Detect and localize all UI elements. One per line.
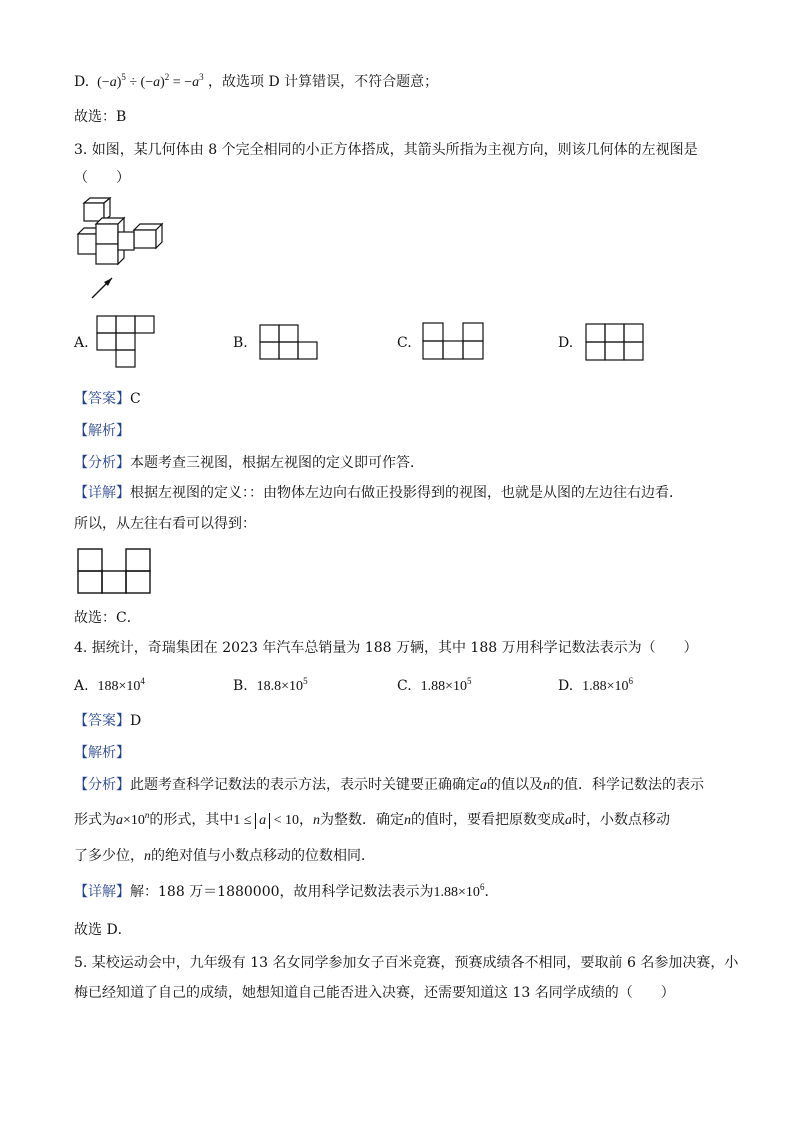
q4-option-d-value: $1.88\times 10^6$ [582, 676, 633, 694]
q4-line2-text-2: 的形式，其中 [149, 812, 234, 828]
q4-line3-text-1: 了多少位， [74, 848, 144, 864]
q3-option-b-label: B. [233, 335, 248, 351]
q4-option-c-value: $1.88\times 10^5$ [420, 676, 472, 694]
q3-option-c-figure [422, 322, 486, 360]
q3-stem-line2: （ ） [74, 170, 130, 186]
q4-answer-tag: 【答案】 [74, 713, 130, 729]
q4-choose: 故选 D． [74, 922, 132, 938]
q4-line2-text-5: 的值时，要看把原数变成 [411, 812, 565, 828]
q4-option-b-value: $18.8\times 10^5$ [256, 676, 308, 694]
q4-analysis-line1: 【分析】此题考查科学记数法的表示方法，表示时关键要正确确定a的值以及n的值．科学记数法的表示 [74, 777, 704, 793]
q4-option-a [74, 676, 145, 697]
q3-answer [74, 389, 141, 409]
q4-option-a-value: $188\times 10^4$ [97, 676, 145, 694]
q3-so-text: 所以，从左往右看可以得到： [74, 516, 256, 532]
q4-option-b-label: B. [233, 678, 248, 694]
q4-detail-end: ． [484, 884, 499, 900]
q4-inequality: 1 ≤ a < 10 [233, 813, 299, 828]
q4-analysis-tag: 【分析】 [74, 777, 130, 793]
q4-answer [74, 711, 141, 731]
option-d-text: ，故选项 D 计算错误，不符合题意； [208, 74, 439, 90]
q4-line2-text-3: ， [299, 812, 313, 828]
q3-option-b-figure [259, 324, 319, 360]
q3-stem-line1: 3. 如图，某几何体由 8 个完全相同的小正方体搭成，其箭头所指为主视方向，则该几何体的左视图是 [74, 142, 698, 158]
q3-analysis-text: 本题考查三视图，根据左视图的定义即可作答． [130, 455, 424, 471]
q4-analysis-text-1: 此题考查科学记数法的表示方法，表示时关键要正确确定 [130, 777, 480, 793]
q3-answer-value: C [130, 391, 141, 407]
q4-line2-text-6: 时，小数点移动 [572, 812, 670, 828]
q4-option-c [397, 676, 471, 697]
q5-stem-line2: 梅已经知道了自己的成绩，她想知道自己能否进入决赛，还需要知道这 13 名同学成绩的（ ） [74, 985, 675, 1001]
q4-analysis-text-3: 的值．科学记数法的表示 [550, 777, 704, 793]
q4-option-b [233, 676, 308, 697]
q3-choose: 故选：C． [74, 610, 141, 626]
q3-analysis-heading: 【解析】 [74, 423, 130, 439]
q4-answer-value: D [130, 713, 142, 729]
q3-option-d-figure [585, 323, 645, 361]
q4-line2-text-4: 为整数．确定 [320, 812, 404, 828]
q3-detail [74, 483, 683, 503]
q4-analysis-line3: 了多少位，n的绝对值与小数点移动的位数相同． [74, 848, 375, 864]
q3-cube-figure [74, 198, 174, 308]
q4-detail-value: $1.88\times 10^6$ [433, 882, 485, 900]
q3-detail-tag: 【详解】 [74, 485, 130, 501]
q3-option-a-figure [96, 315, 156, 367]
q4-analysis-heading: 【解析】 [74, 745, 130, 761]
q4-stem: 4. 据统计，奇瑞集团在 2023 年汽车总销量为 188 万辆，其中 188 万用科学记数法表示为（ ） [74, 640, 698, 656]
q3-analysis-tag: 【分析】 [74, 455, 130, 471]
q4-option-a-label: A. [74, 678, 89, 694]
q4-option-d [558, 676, 633, 697]
q4-detail-tag: 【详解】 [74, 884, 130, 900]
q3-answer-tag: 【答案】 [74, 391, 130, 407]
q5-stem-line1: 5. 某校运动会中，九年级有 13 名女同学参加女子百米竞赛，预赛成绩各不相同，要取前 6 名参加决赛，小 [74, 955, 739, 971]
q3-option-c-label: C. [397, 335, 412, 351]
q4-detail [74, 882, 498, 903]
q4-detail-text: 解：188 万＝1880000，故用科学记数法表示为 [130, 884, 434, 900]
q3-solution-figure [77, 548, 151, 594]
q4-line2-text-1: 形式为 [74, 812, 116, 828]
q4-analysis-line2: 形式为$a\times 10^n$的形式，其中1 ≤ a < 10，n为整数．确定n的值时，要看把原数变成a时，小数点移动 [74, 810, 670, 828]
q4-option-d-label: D. [558, 678, 574, 694]
choose-b: 故选：B [74, 109, 127, 125]
q3-option-d-label: D. [558, 335, 574, 351]
q3-option-a-label: A. [74, 335, 89, 351]
q4-option-c-label: C. [397, 678, 412, 694]
option-d-line [74, 72, 438, 93]
option-d-formula: $(-a)^5 \div (-a)^2 = -a^3$ [93, 72, 204, 90]
option-d-label: D. [74, 74, 90, 90]
q4-line3-text-2: 的绝对值与小数点移动的位数相同． [151, 848, 375, 864]
q4-analysis-text-2: 的值以及 [487, 777, 543, 793]
q3-detail-text: 根据左视图的定义：：由物体左边向右做正投影得到的视图，也就是从图的左边往右边看． [130, 485, 683, 501]
q3-analysis [74, 453, 424, 473]
